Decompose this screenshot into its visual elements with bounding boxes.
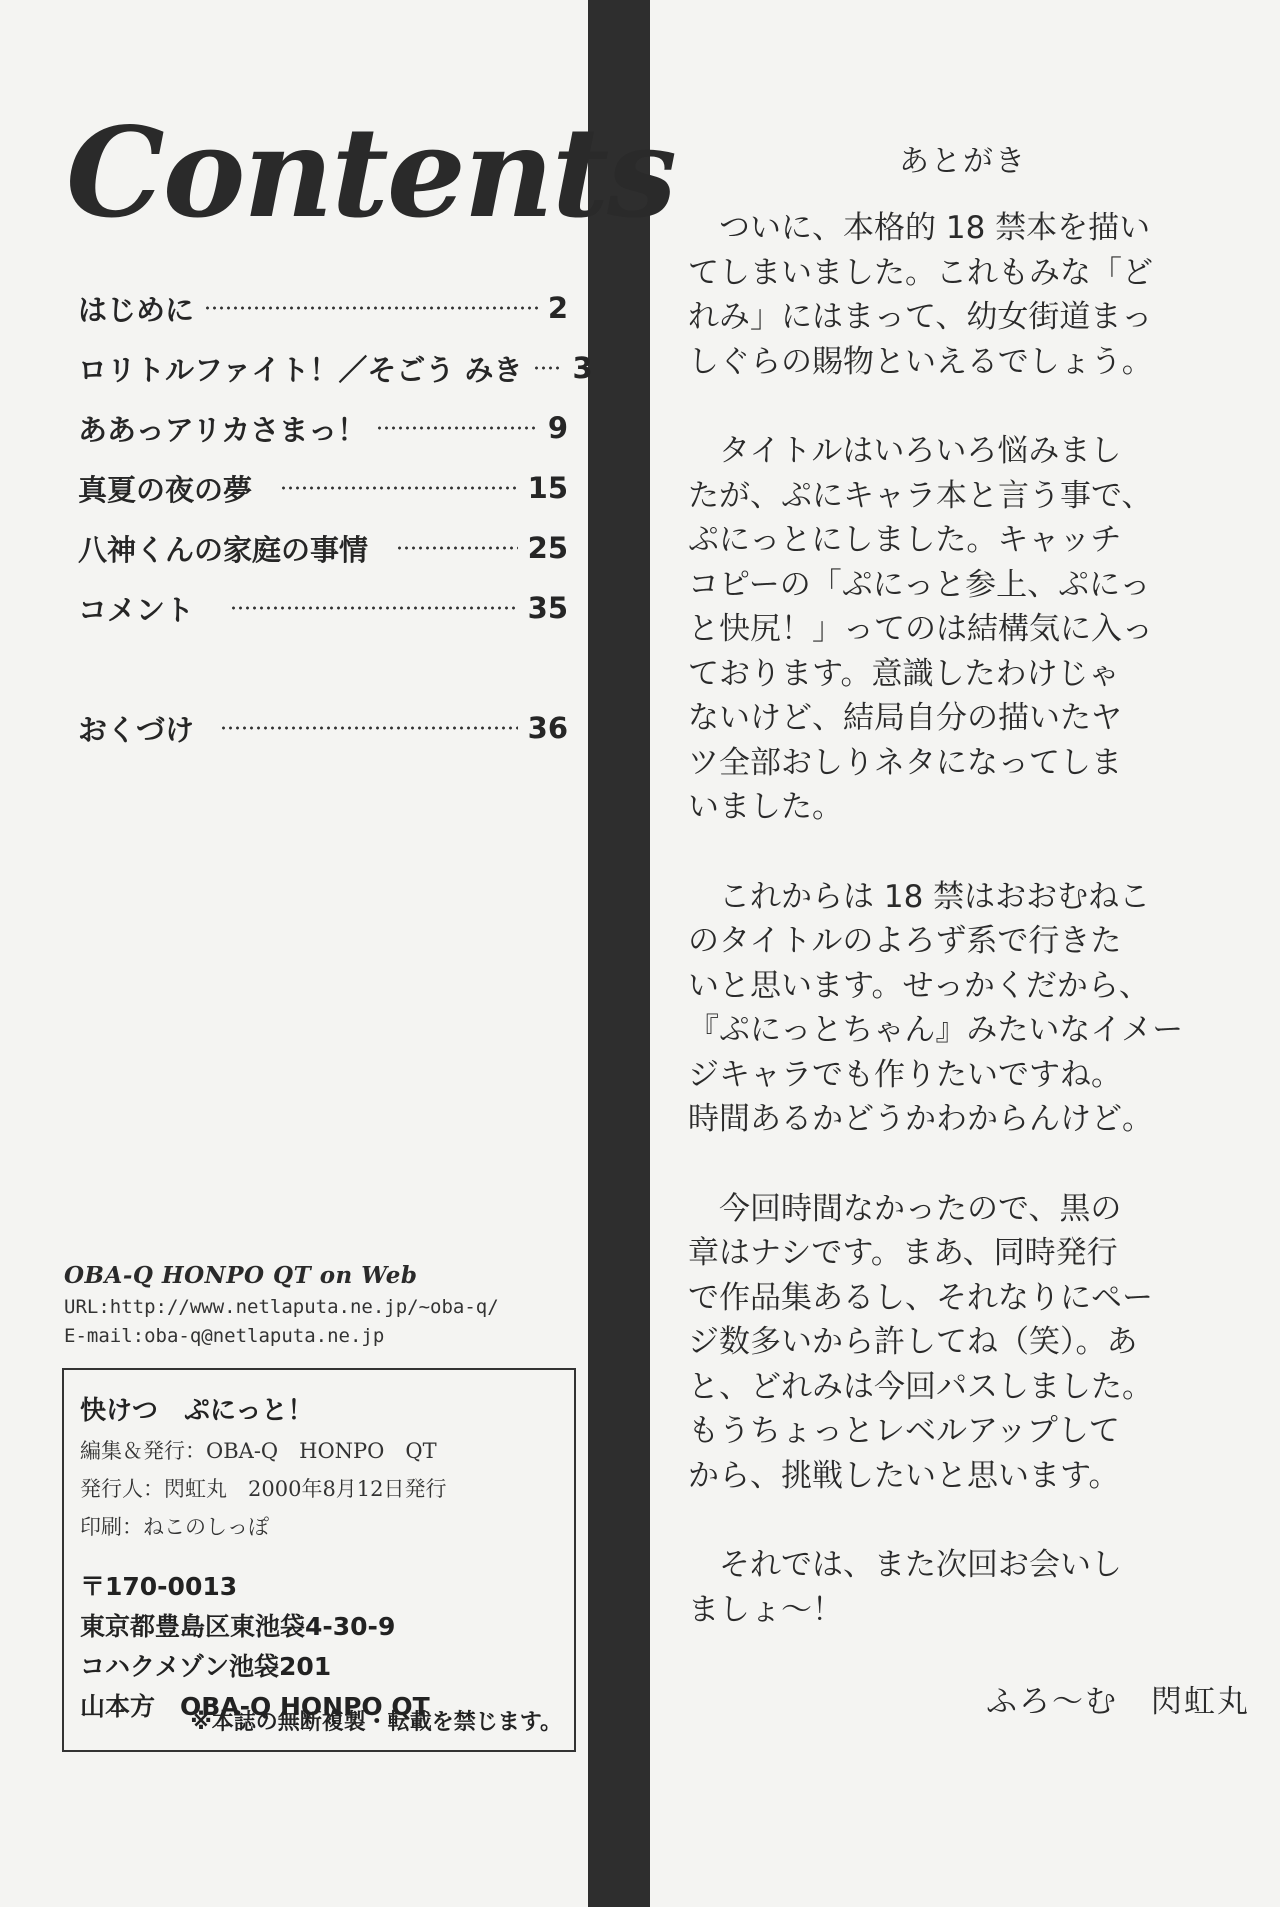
toc-row [78,588,568,628]
toc-entry-title: コメント [78,592,195,627]
toc-entry-title: 八神くんの家庭の事情 [78,532,369,567]
toc-entry-title: 真夏の夜の夢 [78,472,253,507]
afterword-line: それでは、また次回お会いし [688,1547,1122,1583]
toc-dot-leader [220,726,518,730]
toc-dot-leader [533,366,563,370]
copyright-notice: ※本誌の無断複製・転載を禁じます。 [190,1710,562,1735]
colophon-details [80,1390,566,1723]
afterword-signature: ふろ～む 閃虹丸 [986,1684,1250,1720]
toc-row [78,348,593,388]
web-title: OBA-Q HONPO QT on Web [64,1262,418,1289]
web-info [64,1262,584,1347]
toc-dot-leader [204,306,538,310]
afterword-line: ジキャラでも作りたいですね。 [688,1056,1122,1093]
toc-dot-leader [396,546,518,550]
afterword-line: ております。意識したわけじゃ [688,655,1120,692]
toc-entry-title: ああっアリカさまっ！ [78,412,367,447]
toc-page-number: 36 [527,711,568,745]
toc-page-number: 3 [572,351,593,385]
afterword-line: もうちょっとレベルアップして [688,1413,1120,1449]
afterword-line: から、挑戦したいと思います。 [688,1457,1120,1494]
colophon-box [62,1368,576,1752]
afterword-line: で作品集あるし、それなりにペー [688,1279,1153,1316]
toc-entry-title: ロリトルファイト！／そごう みき [78,352,523,387]
colophon-address-line: 東京都豊島区東池袋4-30-9 [80,1612,396,1641]
afterword-line: いました。 [688,789,843,825]
afterword-line: ツ全部おしりネタになってしま [688,744,1122,781]
contents-title: Contents [66,101,675,246]
afterword-line: ジ数多いから許してね（笑）。あ [688,1324,1138,1360]
toc-entry-title: はじめに [78,292,195,327]
afterword-line: 章はナシです。まあ、同時発行 [688,1235,1118,1271]
afterword-line: 今回時間なかったので、黒の [688,1190,1122,1227]
afterword-paragraph [688,1543,1208,1632]
toc-row [78,528,568,568]
colophon-publisher: 発行人：閃虹丸 2000年8月12日発行 [80,1477,447,1501]
afterword-line: ないけど、結局自分の描いたヤ [688,700,1122,736]
afterword [688,136,1208,1677]
toc-row [78,288,568,328]
afterword-line: 時間あるかどうかわからんけど。 [688,1101,1153,1137]
colophon-book-title: 快けつ ぷにっと！ [80,1396,314,1426]
colophon-address-line: コハクメゾン池袋201 [80,1652,332,1681]
afterword-line: てしまいました。これもみな「ど [688,254,1153,291]
afterword-line: のタイトルのよろず系で行きた [688,923,1122,959]
colophon-editor: 編集＆発行：OBA-Q HONPO QT [80,1439,437,1463]
afterword-heading: あとがき [899,144,1027,179]
afterword-line: 『ぷにっとちゃん』みたいなイメー [688,1012,1184,1048]
afterword-line: しぐらの賜物といえるでしょう。 [688,343,1153,380]
center-divider-band [588,0,650,1907]
afterword-line: ついに、本格的 18 禁本を描い [688,210,1151,246]
toc-row [78,708,568,748]
toc-page-number: 35 [527,591,568,625]
toc-dot-leader [280,486,518,490]
web-url: URL:http://www.netlaputa.ne.jp/~oba-q/ [64,1296,499,1318]
colophon-spacer [80,1541,566,1563]
afterword-line: いと思います。せっかくだから、 [688,967,1150,1004]
colophon-address-line: 山本方 OBA-Q HONPO QT [80,1692,430,1721]
toc-dot-leader [376,426,538,430]
afterword-line: ましょ～！ [688,1591,843,1628]
toc-page-number: 15 [527,471,568,505]
toc-entry-title: おくづけ [78,712,195,747]
afterword-line: これからは 18 禁はおおむねこ [688,878,1151,915]
web-email: E-mail:oba-q@netlaputa.ne.jp [64,1325,385,1347]
colophon-postal-code: 〒170-0013 [80,1572,238,1601]
toc-row [78,408,568,448]
toc-row [78,468,568,508]
afterword-line: れみ」にはまって、幼女街道まっ [688,299,1153,335]
afterword-line: たが、ぷにキャラ本と言う事で、 [688,477,1153,514]
afterword-paragraph [688,206,1208,384]
colophon-printer: 印刷：ねこのしっぽ [80,1515,269,1539]
toc-page-number: 2 [547,291,568,325]
afterword-line: と快尻！」ってのは結構気に入っ [688,611,1153,647]
afterword-line: コピーの「ぷにっと参上、ぷにっ [688,566,1151,603]
afterword-line: タイトルはいろいろ悩みまし [688,433,1122,469]
toc-dot-leader [230,606,518,610]
afterword-paragraph [688,1187,1208,1499]
toc-page-number: 9 [547,411,568,445]
afterword-line: と、どれみは今回パスしました。 [688,1368,1153,1405]
toc-page-number: 25 [527,531,568,565]
afterword-paragraph [688,875,1208,1142]
afterword-line: ぷにっとにしました。キャッチ [688,522,1122,558]
afterword-paragraph [688,429,1208,830]
